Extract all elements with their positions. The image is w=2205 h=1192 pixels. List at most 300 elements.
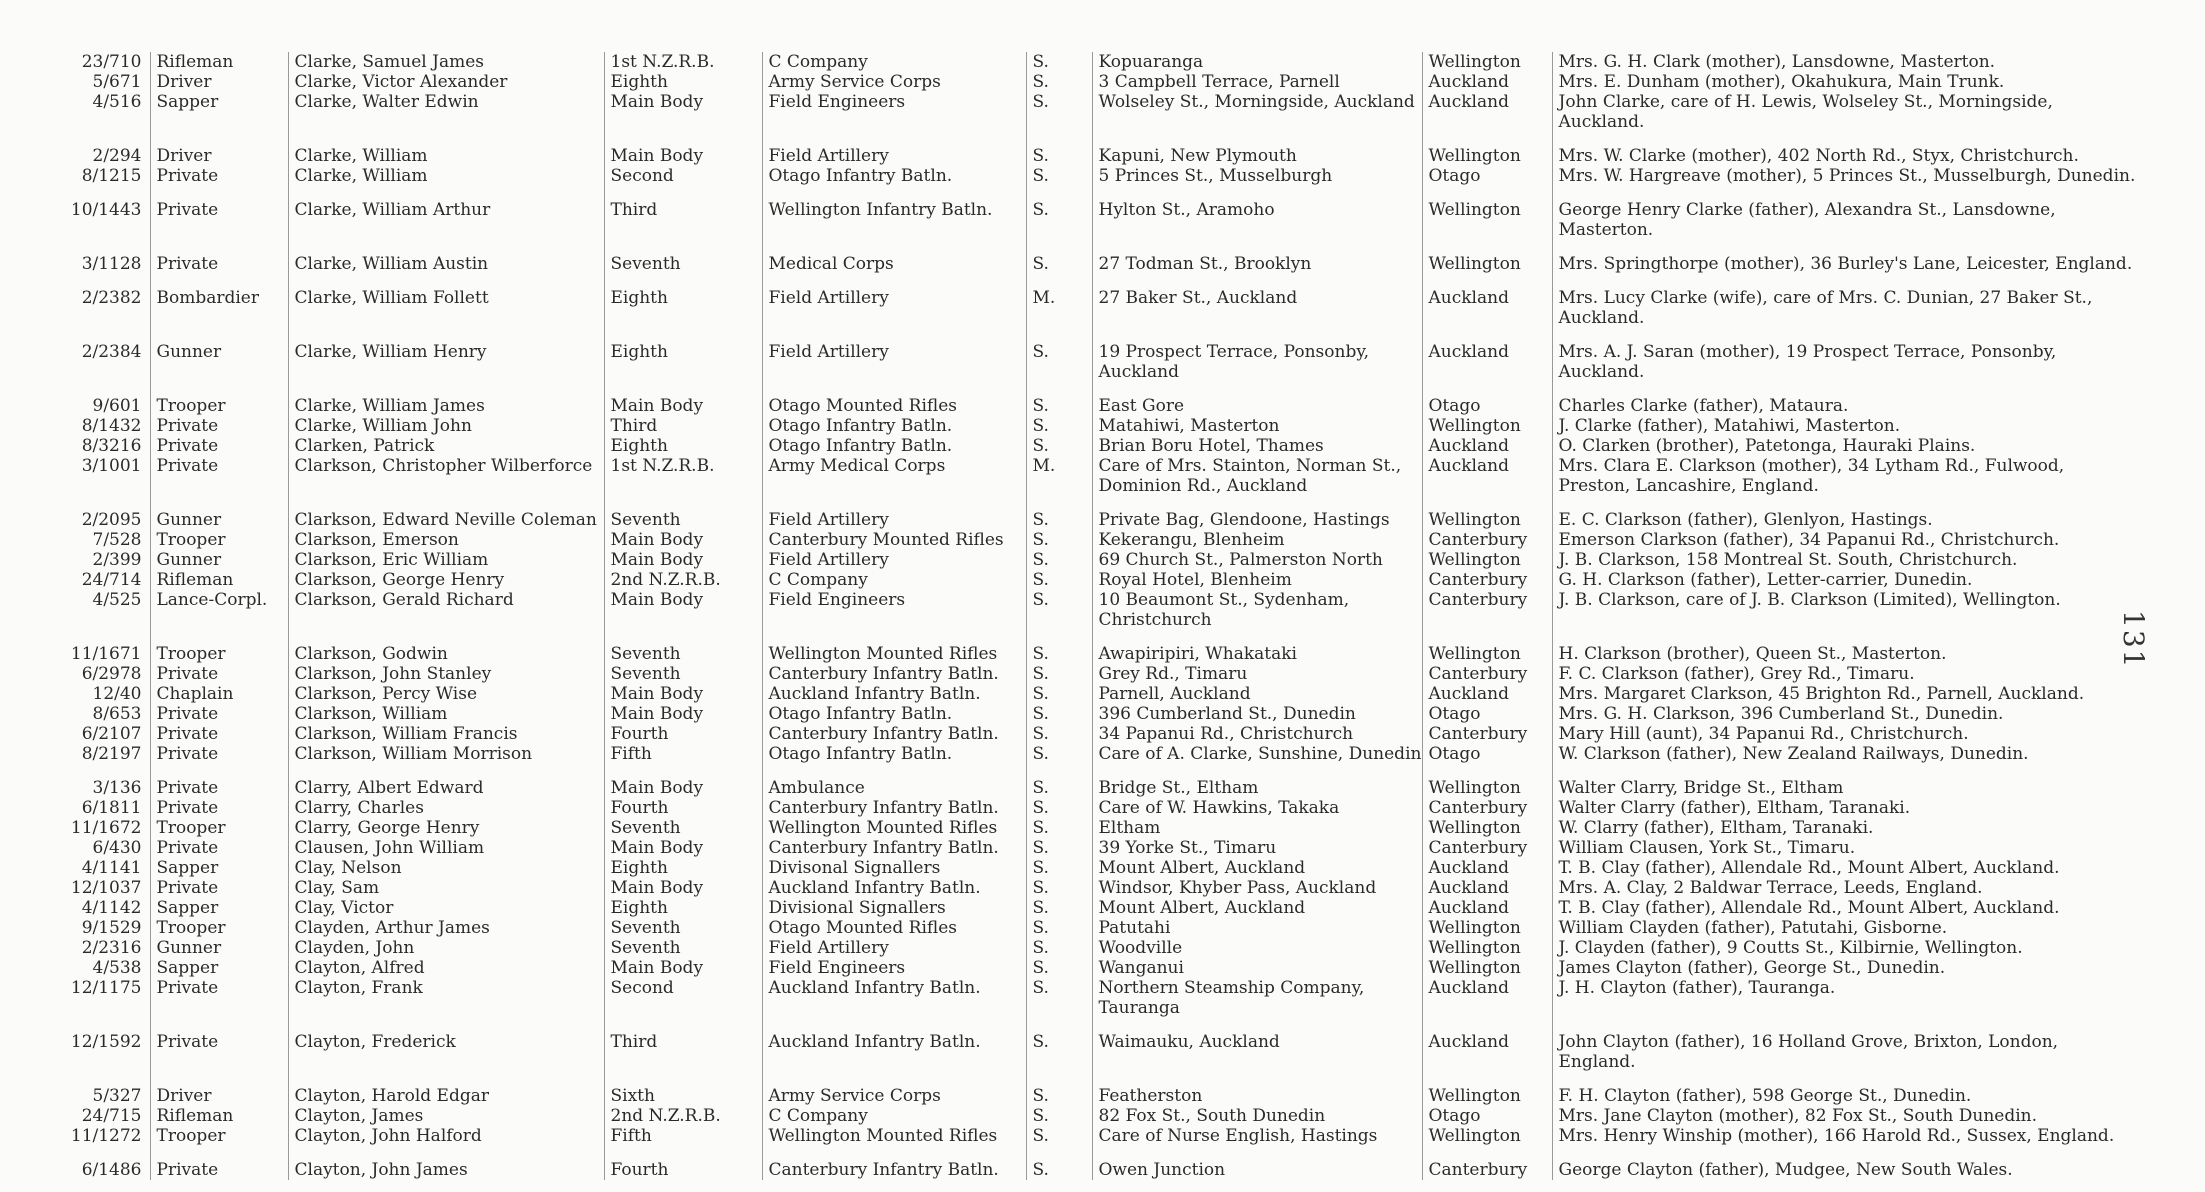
rank: Private <box>150 1018 288 1072</box>
soldier-name: Clarke, William James <box>288 382 604 416</box>
rank: Private <box>150 704 288 724</box>
soldier-name: Clarkson, Gerald Richard <box>288 590 604 630</box>
table-row <box>38 132 2138 166</box>
marital-status: S. <box>1026 1126 1092 1146</box>
nominal-roll-table <box>38 52 2138 1180</box>
last-address: Brian Boru Hotel, Thames <box>1092 436 1422 456</box>
rank: Private <box>150 456 288 496</box>
unit: Field Artillery <box>762 328 1026 382</box>
rank: Trooper <box>150 818 288 838</box>
draft: Fourth <box>604 1146 762 1180</box>
unit: Wellington Mounted Rifles <box>762 630 1026 664</box>
soldier-name: Clayton, Frank <box>288 978 604 1018</box>
rank: Private <box>150 744 288 764</box>
regimental-number: 4/1142 <box>81 898 142 918</box>
marital-status: S. <box>1026 186 1092 240</box>
rank: Private <box>150 664 288 684</box>
next-of-kin: John Clayton (father), 16 Holland Grove, Brixton, London, England. <box>1552 1018 2138 1072</box>
marital-status: S. <box>1026 550 1092 570</box>
marital-status: S. <box>1026 72 1092 92</box>
soldier-name: Clarke, William <box>288 166 604 186</box>
next-of-kin: William Clayden (father), Patutahi, Gisborne. <box>1552 918 2138 938</box>
district: Auckland <box>1422 456 1552 496</box>
regimental-number: 24/715 <box>81 1106 142 1126</box>
last-address: 34 Papanui Rd., Christchurch <box>1092 724 1422 744</box>
draft: Main Body <box>604 530 762 550</box>
unit: Field Artillery <box>762 938 1026 958</box>
soldier-name: Clarken, Patrick <box>288 436 604 456</box>
last-address: 396 Cumberland St., Dunedin <box>1092 704 1422 724</box>
next-of-kin: Mrs. W. Clarke (mother), 402 North Rd., Styx, Christchurch. <box>1552 132 2138 166</box>
marital-status: S. <box>1026 1072 1092 1106</box>
last-address: East Gore <box>1092 382 1422 416</box>
table-row <box>38 1106 2138 1126</box>
marital-status: S. <box>1026 978 1092 1018</box>
next-of-kin: Mrs. Jane Clayton (mother), 82 Fox St., South Dunedin. <box>1552 1106 2138 1126</box>
regimental-number: 11/1672 <box>70 818 142 838</box>
marital-status: S. <box>1026 1018 1092 1072</box>
rank: Private <box>150 166 288 186</box>
draft: Second <box>604 978 762 1018</box>
draft: Fifth <box>604 744 762 764</box>
draft: Eighth <box>604 858 762 878</box>
next-of-kin: Mrs. Springthorpe (mother), 36 Burley's Lane, Leicester, England. <box>1552 240 2138 274</box>
district: Wellington <box>1422 1126 1552 1146</box>
draft: 1st N.Z.R.B. <box>604 456 762 496</box>
last-address: Bridge St., Eltham <box>1092 764 1422 798</box>
roll-body <box>38 52 2138 1180</box>
rank: Trooper <box>150 1126 288 1146</box>
draft: Main Body <box>604 838 762 858</box>
marital-status: S. <box>1026 858 1092 878</box>
district: Wellington <box>1422 764 1552 798</box>
last-address: Care of A. Clarke, Sunshine, Dunedin <box>1092 744 1422 764</box>
table-row <box>38 274 2138 328</box>
regimental-number: 5/671 <box>92 72 142 92</box>
table-row <box>38 918 2138 938</box>
last-address: 69 Church St., Palmerston North <box>1092 550 1422 570</box>
regimental-number: 2/2095 <box>81 510 142 530</box>
next-of-kin: Mrs. G. H. Clarkson, 396 Cumberland St., Dunedin. <box>1552 704 2138 724</box>
district: Canterbury <box>1422 1146 1552 1180</box>
table-row <box>38 456 2138 496</box>
next-of-kin: J. B. Clarkson, care of J. B. Clarkson (Limited), Wellington. <box>1552 590 2138 630</box>
marital-status: S. <box>1026 630 1092 664</box>
table-row <box>38 590 2138 630</box>
last-address: Wanganui <box>1092 958 1422 978</box>
soldier-name: Clay, Sam <box>288 878 604 898</box>
marital-status: S. <box>1026 530 1092 550</box>
regimental-number: 7/528 <box>92 530 142 550</box>
unit: Divisonal Signallers <box>762 858 1026 878</box>
next-of-kin: G. H. Clarkson (father), Letter-carrier, Dunedin. <box>1552 570 2138 590</box>
district: Canterbury <box>1422 798 1552 818</box>
district: Auckland <box>1422 878 1552 898</box>
draft: Main Body <box>604 382 762 416</box>
rank: Driver <box>150 132 288 166</box>
unit: Auckland Infantry Batln. <box>762 1018 1026 1072</box>
last-address: 3 Campbell Terrace, Parnell <box>1092 72 1422 92</box>
soldier-name: Clausen, John William <box>288 838 604 858</box>
unit: Canterbury Infantry Batln. <box>762 664 1026 684</box>
rank: Sapper <box>150 898 288 918</box>
unit: Army Service Corps <box>762 72 1026 92</box>
next-of-kin: E. C. Clarkson (father), Glenlyon, Hastings. <box>1552 496 2138 530</box>
last-address: Featherston <box>1092 1072 1422 1106</box>
district: Wellington <box>1422 416 1552 436</box>
soldier-name: Clarke, Walter Edwin <box>288 92 604 132</box>
district: Otago <box>1422 1106 1552 1126</box>
regimental-number: 2/2316 <box>81 938 142 958</box>
regimental-number: 3/1128 <box>81 254 142 274</box>
unit: Army Service Corps <box>762 1072 1026 1106</box>
marital-status: S. <box>1026 166 1092 186</box>
marital-status: S. <box>1026 590 1092 630</box>
soldier-name: Clarkson, Christopher Wilberforce <box>288 456 604 496</box>
table-row <box>38 186 2138 240</box>
table-row <box>38 1146 2138 1180</box>
rank: Sapper <box>150 92 288 132</box>
district: Auckland <box>1422 72 1552 92</box>
next-of-kin: Mrs. A. Clay, 2 Baldwar Terrace, Leeds, England. <box>1552 878 2138 898</box>
draft: 2nd N.Z.R.B. <box>604 570 762 590</box>
next-of-kin: H. Clarkson (brother), Queen St., Masterton. <box>1552 630 2138 664</box>
unit: Field Artillery <box>762 274 1026 328</box>
last-address: Wolseley St., Morningside, Auckland <box>1092 92 1422 132</box>
rank: Private <box>150 436 288 456</box>
regimental-number: 11/1671 <box>70 644 142 664</box>
next-of-kin: Mrs. Margaret Clarkson, 45 Brighton Rd., Parnell, Auckland. <box>1552 684 2138 704</box>
unit: Medical Corps <box>762 240 1026 274</box>
table-row <box>38 898 2138 918</box>
regimental-number: 6/2978 <box>81 664 142 684</box>
draft: Sixth <box>604 1072 762 1106</box>
soldier-name: Clay, Victor <box>288 898 604 918</box>
regimental-number: 3/136 <box>92 778 142 798</box>
district: Auckland <box>1422 684 1552 704</box>
table-row <box>38 724 2138 744</box>
draft: 1st N.Z.R.B. <box>604 52 762 72</box>
draft: Third <box>604 1018 762 1072</box>
rank: Gunner <box>150 938 288 958</box>
soldier-name: Clayden, John <box>288 938 604 958</box>
rank: Private <box>150 978 288 1018</box>
last-address: Private Bag, Glendoone, Hastings <box>1092 496 1422 530</box>
regimental-number: 5/327 <box>92 1086 142 1106</box>
regimental-number: 4/525 <box>92 590 142 610</box>
table-row <box>38 52 2138 72</box>
regimental-number: 6/430 <box>92 838 142 858</box>
next-of-kin: W. Clarry (father), Eltham, Taranaki. <box>1552 818 2138 838</box>
draft: Seventh <box>604 664 762 684</box>
marital-status: S. <box>1026 958 1092 978</box>
soldier-name: Clarke, William Henry <box>288 328 604 382</box>
soldier-name: Clarke, William Austin <box>288 240 604 274</box>
rank: Gunner <box>150 328 288 382</box>
marital-status: S. <box>1026 328 1092 382</box>
draft: Main Body <box>604 132 762 166</box>
marital-status: S. <box>1026 664 1092 684</box>
rank: Rifleman <box>150 52 288 72</box>
unit: Canterbury Infantry Batln. <box>762 838 1026 858</box>
district: Auckland <box>1422 328 1552 382</box>
unit: Canterbury Infantry Batln. <box>762 798 1026 818</box>
next-of-kin: Mrs. Henry Winship (mother), 166 Harold Rd., Sussex, England. <box>1552 1126 2138 1146</box>
unit: Wellington Mounted Rifles <box>762 1126 1026 1146</box>
regimental-number: 4/1141 <box>81 858 142 878</box>
marital-status: S. <box>1026 240 1092 274</box>
regimental-number: 8/653 <box>92 704 142 724</box>
unit: Ambulance <box>762 764 1026 798</box>
last-address: Woodville <box>1092 938 1422 958</box>
next-of-kin: J. H. Clayton (father), Tauranga. <box>1552 978 2138 1018</box>
last-address: Matahiwi, Masterton <box>1092 416 1422 436</box>
marital-status: S. <box>1026 938 1092 958</box>
next-of-kin: Charles Clarke (father), Mataura. <box>1552 382 2138 416</box>
soldier-name: Clarkson, Eric William <box>288 550 604 570</box>
next-of-kin: Mrs. A. J. Saran (mother), 19 Prospect Terrace, Ponsonby, Auckland. <box>1552 328 2138 382</box>
table-row <box>38 818 2138 838</box>
draft: 2nd N.Z.R.B. <box>604 1106 762 1126</box>
unit: Canterbury Infantry Batln. <box>762 724 1026 744</box>
district: Wellington <box>1422 240 1552 274</box>
district: Otago <box>1422 382 1552 416</box>
unit: Field Artillery <box>762 550 1026 570</box>
marital-status: S. <box>1026 132 1092 166</box>
table-row <box>38 92 2138 132</box>
regimental-number: 12/1175 <box>70 978 142 998</box>
rank: Private <box>150 798 288 818</box>
last-address: Hylton St., Aramoho <box>1092 186 1422 240</box>
table-row <box>38 382 2138 416</box>
soldier-name: Clarkson, Godwin <box>288 630 604 664</box>
next-of-kin: Walter Clarry, Bridge St., Eltham <box>1552 764 2138 798</box>
district: Wellington <box>1422 52 1552 72</box>
draft: Seventh <box>604 496 762 530</box>
draft: Main Body <box>604 92 762 132</box>
draft: Main Body <box>604 550 762 570</box>
unit: Otago Mounted Rifles <box>762 382 1026 416</box>
marital-status: S. <box>1026 1146 1092 1180</box>
district: Auckland <box>1422 858 1552 878</box>
next-of-kin: Mrs. W. Hargreave (mother), 5 Princes St., Musselburgh, Dunedin. <box>1552 166 2138 186</box>
unit: Otago Infantry Batln. <box>762 704 1026 724</box>
last-address: Mount Albert, Auckland <box>1092 898 1422 918</box>
rank: Private <box>150 186 288 240</box>
unit: Auckland Infantry Batln. <box>762 878 1026 898</box>
draft: Fourth <box>604 724 762 744</box>
unit: Field Artillery <box>762 132 1026 166</box>
soldier-name: Clay, Nelson <box>288 858 604 878</box>
draft: Third <box>604 416 762 436</box>
unit: Otago Infantry Batln. <box>762 416 1026 436</box>
draft: Eighth <box>604 274 762 328</box>
rank: Sapper <box>150 858 288 878</box>
draft: Eighth <box>604 328 762 382</box>
soldier-name: Clayton, Frederick <box>288 1018 604 1072</box>
rank: Private <box>150 416 288 436</box>
unit: C Company <box>762 52 1026 72</box>
district: Canterbury <box>1422 590 1552 630</box>
last-address: Parnell, Auckland <box>1092 684 1422 704</box>
rank: Gunner <box>150 496 288 530</box>
unit: Divisional Signallers <box>762 898 1026 918</box>
marital-status: S. <box>1026 436 1092 456</box>
regimental-number: 6/2107 <box>81 724 142 744</box>
soldier-name: Clarke, William <box>288 132 604 166</box>
unit: Army Medical Corps <box>762 456 1026 496</box>
regimental-number: 4/538 <box>92 958 142 978</box>
soldier-name: Clarke, William Arthur <box>288 186 604 240</box>
regimental-number: 23/710 <box>81 52 142 72</box>
rank: Private <box>150 838 288 858</box>
unit: Field Engineers <box>762 92 1026 132</box>
draft: Eighth <box>604 898 762 918</box>
regimental-number: 12/1037 <box>70 878 142 898</box>
table-row <box>38 328 2138 382</box>
last-address: Care of Nurse English, Hastings <box>1092 1126 1422 1146</box>
table-row <box>38 1018 2138 1072</box>
next-of-kin: Emerson Clarkson (father), 34 Papanui Rd., Christchurch. <box>1552 530 2138 550</box>
regimental-number: 8/1215 <box>81 166 142 186</box>
regimental-number: 9/601 <box>92 396 142 416</box>
soldier-name: Clayton, Alfred <box>288 958 604 978</box>
next-of-kin: J. B. Clarkson, 158 Montreal St. South, Christchurch. <box>1552 550 2138 570</box>
table-row <box>38 530 2138 550</box>
regimental-number: 6/1811 <box>81 798 142 818</box>
last-address: Grey Rd., Timaru <box>1092 664 1422 684</box>
regimental-number: 4/516 <box>92 92 142 112</box>
marital-status: S. <box>1026 52 1092 72</box>
marital-status: S. <box>1026 1106 1092 1126</box>
last-address: Kopuaranga <box>1092 52 1422 72</box>
unit: Canterbury Mounted Rifles <box>762 530 1026 550</box>
unit: Otago Infantry Batln. <box>762 436 1026 456</box>
rank: Private <box>150 724 288 744</box>
last-address: 82 Fox St., South Dunedin <box>1092 1106 1422 1126</box>
last-address: Northern Steamship Company, Tauranga <box>1092 978 1422 1018</box>
district: Wellington <box>1422 550 1552 570</box>
district: Wellington <box>1422 186 1552 240</box>
next-of-kin: W. Clarkson (father), New Zealand Railways, Dunedin. <box>1552 744 2138 764</box>
last-address: 5 Princes St., Musselburgh <box>1092 166 1422 186</box>
marital-status: S. <box>1026 918 1092 938</box>
draft: Fourth <box>604 798 762 818</box>
rank: Gunner <box>150 550 288 570</box>
next-of-kin: T. B. Clay (father), Allendale Rd., Mount Albert, Auckland. <box>1552 858 2138 878</box>
regimental-number: 2/2384 <box>81 342 142 362</box>
soldier-name: Clarke, William John <box>288 416 604 436</box>
last-address: Awapiripiri, Whakataki <box>1092 630 1422 664</box>
soldier-name: Clayton, Harold Edgar <box>288 1072 604 1106</box>
table-row <box>38 550 2138 570</box>
district: Auckland <box>1422 1018 1552 1072</box>
unit: Wellington Mounted Rifles <box>762 818 1026 838</box>
last-address: Waimauku, Auckland <box>1092 1018 1422 1072</box>
table-row <box>38 978 2138 1018</box>
next-of-kin: George Henry Clarke (father), Alexandra St., Lansdowne, Masterton. <box>1552 186 2138 240</box>
district: Auckland <box>1422 92 1552 132</box>
district: Wellington <box>1422 958 1552 978</box>
soldier-name: Clarke, William Follett <box>288 274 604 328</box>
soldier-name: Clarkson, George Henry <box>288 570 604 590</box>
rank: Private <box>150 878 288 898</box>
next-of-kin: Mrs. E. Dunham (mother), Okahukura, Main Trunk. <box>1552 72 2138 92</box>
unit: Otago Infantry Batln. <box>762 166 1026 186</box>
table-row <box>38 684 2138 704</box>
draft: Third <box>604 186 762 240</box>
regimental-number: 8/1432 <box>81 416 142 436</box>
regimental-number: 24/714 <box>81 570 142 590</box>
draft: Seventh <box>604 938 762 958</box>
unit: Wellington Infantry Batln. <box>762 186 1026 240</box>
rank: Rifleman <box>150 1106 288 1126</box>
table-row <box>38 878 2138 898</box>
next-of-kin: James Clayton (father), George St., Dunedin. <box>1552 958 2138 978</box>
draft: Seventh <box>604 918 762 938</box>
district: Canterbury <box>1422 570 1552 590</box>
table-row <box>38 630 2138 664</box>
unit: Canterbury Infantry Batln. <box>762 1146 1026 1180</box>
marital-status: M. <box>1026 274 1092 328</box>
marital-status: S. <box>1026 92 1092 132</box>
district: Canterbury <box>1422 838 1552 858</box>
soldier-name: Clayton, John James <box>288 1146 604 1180</box>
regimental-number: 8/2197 <box>81 744 142 764</box>
district: Canterbury <box>1422 664 1552 684</box>
table-row <box>38 496 2138 530</box>
soldier-name: Clarkson, William <box>288 704 604 724</box>
district: Wellington <box>1422 938 1552 958</box>
last-address: Kekerangu, Blenheim <box>1092 530 1422 550</box>
table-row <box>38 798 2138 818</box>
rank: Driver <box>150 1072 288 1106</box>
marital-status: S. <box>1026 818 1092 838</box>
last-address: Mount Albert, Auckland <box>1092 858 1422 878</box>
soldier-name: Clayden, Arthur James <box>288 918 604 938</box>
marital-status: S. <box>1026 838 1092 858</box>
district: Canterbury <box>1422 724 1552 744</box>
last-address: 39 Yorke St., Timaru <box>1092 838 1422 858</box>
rank: Trooper <box>150 918 288 938</box>
district: Wellington <box>1422 818 1552 838</box>
marital-status: S. <box>1026 684 1092 704</box>
rank: Driver <box>150 72 288 92</box>
table-row <box>38 570 2138 590</box>
marital-status: S. <box>1026 764 1092 798</box>
draft: Eighth <box>604 436 762 456</box>
table-row <box>38 744 2138 764</box>
rank: Trooper <box>150 382 288 416</box>
last-address: 19 Prospect Terrace, Ponsonby, Auckland <box>1092 328 1422 382</box>
soldier-name: Clayton, James <box>288 1106 604 1126</box>
soldier-name: Clarke, Samuel James <box>288 52 604 72</box>
soldier-name: Clarry, Charles <box>288 798 604 818</box>
next-of-kin: William Clausen, York St., Timaru. <box>1552 838 2138 858</box>
soldier-name: Clayton, John Halford <box>288 1126 604 1146</box>
soldier-name: Clarke, Victor Alexander <box>288 72 604 92</box>
rank: Sapper <box>150 958 288 978</box>
next-of-kin: Walter Clarry (father), Eltham, Taranaki. <box>1552 798 2138 818</box>
table-row <box>38 858 2138 878</box>
table-row <box>38 240 2138 274</box>
table-row <box>38 416 2138 436</box>
district: Auckland <box>1422 274 1552 328</box>
table-row <box>38 1126 2138 1146</box>
district: Wellington <box>1422 630 1552 664</box>
regimental-number: 9/1529 <box>81 918 142 938</box>
next-of-kin: F. C. Clarkson (father), Grey Rd., Timaru. <box>1552 664 2138 684</box>
